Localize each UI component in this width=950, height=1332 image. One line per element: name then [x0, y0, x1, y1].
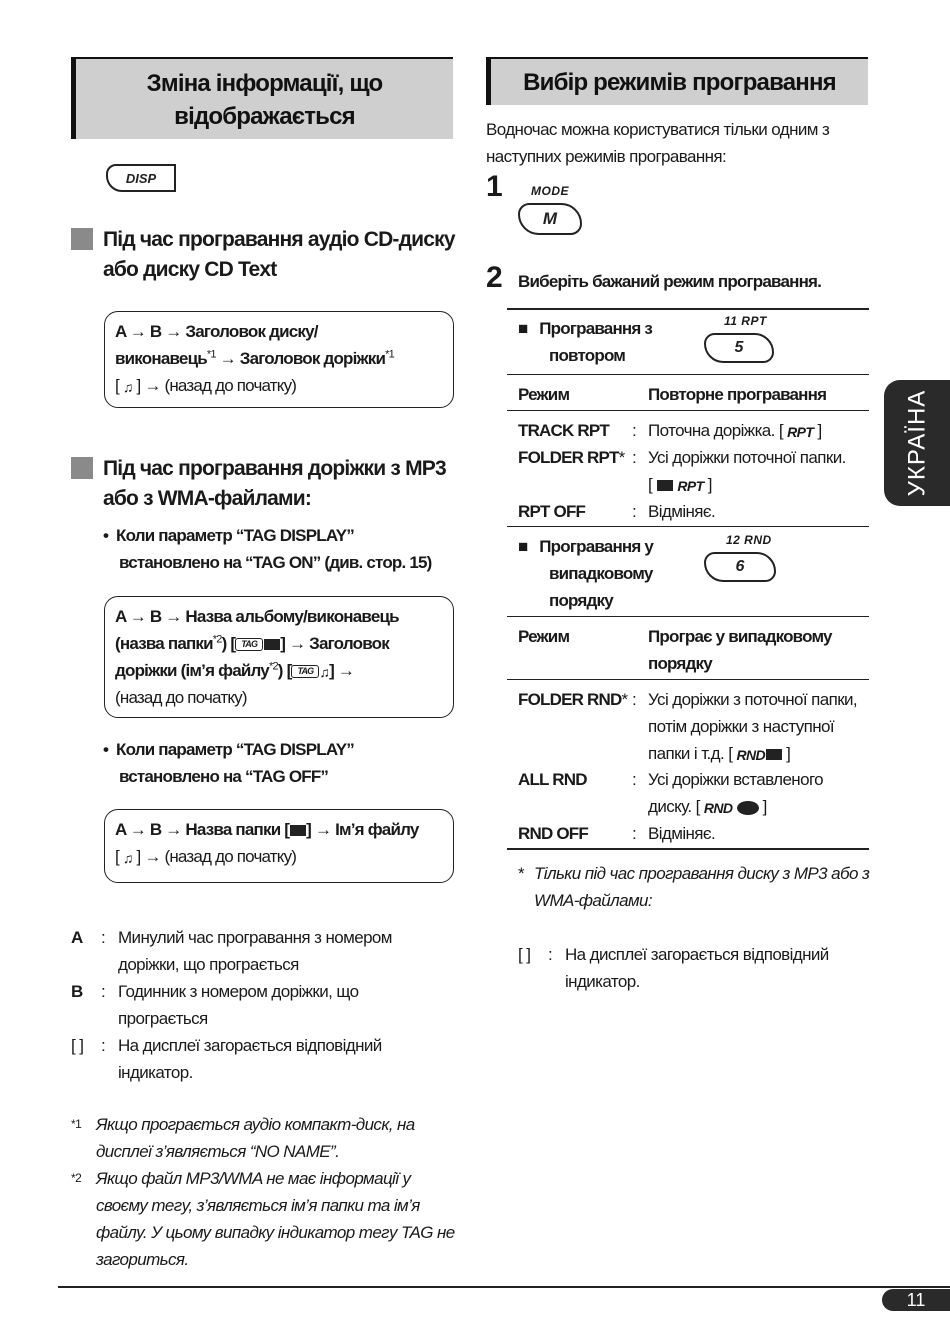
mp3-box1-line2b: ) [: [221, 634, 236, 653]
mode-button-text: M: [542, 209, 558, 228]
legend-a-line1: Минулий час програвання з номером: [118, 928, 392, 947]
left-header-line2: відображається: [174, 103, 355, 130]
folder-rnd-mode: [518, 686, 627, 713]
footnote2-line1: Якщо файл MP3/WMA не має інформації у: [96, 1169, 411, 1188]
rnd-indicator-icon: RND: [703, 799, 733, 816]
legend-item: [71, 1032, 451, 1086]
legend-c-line1: На дисплеї загорається відповідний: [118, 1036, 382, 1055]
mp3-box2-line2-text: ] → (назад до початку): [136, 847, 297, 866]
footnote2-line2: своєму тегу, з’являється ім’я папки та ім’я: [96, 1196, 420, 1215]
disc-icon: [737, 801, 759, 815]
legend: [71, 924, 451, 1086]
footnote-ref-1: *1: [206, 348, 216, 361]
tag-indicator-icon: TAG: [235, 638, 263, 651]
track-rpt-end: ]: [817, 421, 822, 440]
mp3-box1-line2: [115, 630, 443, 657]
right-legend-line2: індикатор.: [565, 972, 640, 991]
left-section-header: [71, 57, 453, 139]
legend-a-line2: доріжки, що програється: [118, 955, 299, 974]
mp3-tag-on-sequence-box: [104, 596, 454, 718]
left-header-line1: Зміна інформації, що: [146, 70, 383, 97]
mp3-box1-line3a: доріжки (ім’я файлу: [115, 661, 269, 680]
mp3-box2-line1a: A → B → Назва папки [: [115, 820, 290, 839]
track-rpt-desc: [648, 417, 822, 444]
rpt-indicator-icon: RPT: [787, 423, 814, 440]
row-sep: :: [632, 502, 637, 521]
folder-rnd-line3-text: папки і т.д. [: [648, 744, 733, 763]
random-title-line2: випадковому: [549, 564, 653, 583]
rpt-off-desc: Відміняє.: [648, 502, 716, 521]
folder-rnd-end: ]: [786, 744, 791, 763]
footnote-ref-2b: *2: [268, 660, 278, 673]
divider: [507, 848, 869, 850]
random-col-mode: Режим: [518, 627, 570, 646]
folder-rpt-desc: [648, 444, 846, 498]
cd-box-line2b: → Заголовок доріжки: [215, 349, 386, 368]
all-rnd-mode: ALL RND: [518, 770, 587, 789]
footnote2-line3: файлу. У цьому випадку індикатор тегу TAG не: [96, 1223, 455, 1242]
folder-icon: [766, 749, 782, 760]
mp3-note: [518, 860, 869, 914]
intro-line2: наступних режимів програвання:: [486, 147, 727, 166]
divider: [507, 616, 869, 617]
page-number: 11: [882, 1289, 950, 1311]
all-rnd-line2-text: диску. [: [648, 797, 700, 816]
mp3-box1-line3b: ) [: [277, 661, 292, 680]
divider: [507, 679, 869, 680]
bullet2-line1-text: Коли параметр “TAG DISPLAY”: [116, 740, 354, 759]
folder-icon: [657, 480, 673, 491]
footnote1-line1: Якщо програється аудіо компакт-диск, на: [96, 1115, 415, 1134]
rnd-button-text: 6: [735, 558, 745, 575]
rpt-button-text: 5: [734, 339, 744, 356]
cd-title-line1: Під час програвання аудіо CD-диску: [103, 228, 455, 251]
legend-desc: [565, 941, 829, 995]
repeat-title-line2: повтором: [549, 346, 626, 365]
step-2-text: Виберіть бажаний режим програвання.: [518, 272, 822, 291]
legend-desc: [118, 978, 358, 1032]
random-title: [518, 533, 653, 614]
step-1-number: 1: [486, 170, 503, 203]
folder-rnd-line3: [648, 740, 857, 767]
note-asterisk: *: [518, 864, 525, 883]
mp3-title-line1: Під час програвання доріжки з MP3: [103, 457, 446, 480]
mp3-box1-line1: A → B → Назва альбому/виконавець: [115, 607, 399, 626]
asterisk: *: [621, 690, 628, 709]
legend-b-line2: програється: [118, 1009, 208, 1028]
rnd-indicator-icon: RND: [736, 746, 765, 763]
row-sep: :: [632, 690, 637, 709]
footnote-ref-1b: *1: [385, 348, 394, 361]
bullet2-line2: встановлено на “TAG OFF”: [119, 767, 329, 786]
bullet-tag-on: [103, 522, 432, 576]
right-legend-line1: На дисплеї загорається відповідний: [565, 945, 829, 964]
mp3-box2-line1b: ] → Ім’я файлу: [306, 820, 419, 839]
mode-button[interactable]: [518, 203, 582, 235]
section-marker-icon: [71, 228, 93, 250]
right-header-text: Вибір режимів програвання: [523, 69, 836, 96]
legend-sep: :: [101, 1036, 106, 1055]
disp-button-label: DISP: [125, 170, 157, 186]
music-note-icon: ♫: [122, 849, 133, 866]
legend-desc: [118, 1032, 382, 1086]
footnote2-line4: загориться.: [96, 1250, 189, 1269]
footnote: [71, 1111, 461, 1165]
cd-title-line2: або диску CD Text: [103, 258, 277, 281]
mp3-title-line2: або з WMA-файлами:: [103, 487, 312, 510]
legend-desc: [118, 924, 392, 978]
random-title-line1: ■ Програвання у: [518, 537, 654, 556]
repeat-title: [518, 315, 652, 369]
legend-item: [71, 924, 451, 978]
rpt-button-5[interactable]: [704, 333, 774, 363]
all-rnd-end: ]: [762, 797, 767, 816]
bullet-tag-off: [103, 736, 354, 790]
row-sep: :: [632, 770, 637, 789]
footnote-text: [96, 1111, 415, 1165]
repeat-title-line1: ■ Програвання з: [518, 319, 653, 338]
divider: [507, 526, 869, 527]
repeat-col-mode: Режим: [518, 385, 570, 404]
footnote-mark: *2: [71, 1171, 82, 1185]
rnd-button-label: 12 RND: [726, 533, 772, 547]
rnd-off-desc: Відміняє.: [648, 824, 716, 843]
bullet1-line2: встановлено на “TAG ON” (див. стор. 15): [119, 553, 432, 572]
row-sep: :: [632, 824, 637, 843]
right-section-header: [486, 57, 868, 105]
mode-button-label: MODE: [531, 184, 569, 198]
note-line2: WMA-файлами:: [534, 891, 652, 910]
divider: [507, 410, 869, 411]
bullet1-line1: • Коли параметр “TAG DISPLAY”: [103, 526, 354, 545]
folder-rpt-mode-text: FOLDER RPT: [518, 448, 619, 467]
random-col-desc-line1: Програє у випадковому: [648, 627, 832, 646]
legend-b-line1: Годинник з номером доріжки, що: [118, 982, 359, 1001]
tag-indicator-icon: TAG: [291, 665, 319, 678]
repeat-col-desc: Повторне програвання: [648, 385, 827, 404]
music-note-icon: ♫: [319, 663, 330, 680]
legend-c-line2: індикатор.: [118, 1063, 193, 1082]
track-rpt-desc-text: Поточна доріжка. [: [648, 421, 784, 440]
folder-rpt-ind-line: [ RPT ]: [648, 475, 712, 494]
divider: [507, 374, 869, 375]
music-note-icon: ♫: [122, 378, 133, 395]
legend-key: [ ]: [71, 1036, 84, 1055]
mp3-box1-line3: [115, 657, 443, 684]
language-tab-label: УКРАЇНА: [903, 389, 930, 497]
legend-key: [ ]: [518, 945, 531, 964]
mp3-box2-line1: [115, 816, 443, 843]
folder-rnd-line2: потім доріжки з наступної: [648, 717, 835, 736]
rpt-indicator-icon: RPT: [677, 477, 704, 494]
intro-text: [486, 116, 829, 170]
all-rnd-line1: Усі доріжки вставленого: [648, 770, 824, 789]
mp3-box1-line4: (назад до початку): [115, 688, 247, 707]
folder-icon: [290, 825, 306, 836]
disp-button[interactable]: [106, 164, 176, 192]
mp3-box2-line2: [ ♫ ] → (назад до початку): [115, 847, 297, 866]
cd-section-title: [103, 225, 455, 285]
bullet1-line1-text: Коли параметр “TAG DISPLAY”: [116, 526, 354, 545]
mp3-tag-off-sequence-box: [104, 809, 454, 883]
bottom-rule: [58, 1286, 950, 1288]
mp3-box1-line3c: ] →: [329, 661, 355, 680]
cd-box-line3: [ ♫ ] → (назад до початку): [115, 376, 297, 395]
cd-display-sequence-box: [104, 311, 454, 408]
legend-sep: :: [101, 928, 106, 947]
divider: [507, 308, 869, 310]
random-col-desc-line2: порядку: [648, 654, 712, 673]
asterisk: *: [618, 448, 625, 467]
rpt-button-label: 11 RPT: [724, 314, 767, 328]
cd-box-line3-text: ] → (назад до початку): [136, 376, 297, 395]
track-rpt-mode: TRACK RPT: [518, 421, 610, 440]
folder-rpt-desc-text: Усі доріжки поточної папки.: [648, 448, 846, 467]
folder-rnd-desc: [648, 686, 857, 767]
repeat-title-line1-text: Програвання з: [539, 319, 653, 338]
section-marker-icon: [71, 457, 93, 479]
cd-box-line1: A → B → Заголовок диску/: [115, 322, 318, 341]
row-sep: :: [632, 421, 637, 440]
bullet2-line1: • Коли параметр “TAG DISPLAY”: [103, 740, 354, 759]
footnote-mark: *1: [71, 1117, 82, 1131]
footnote-ref-2: *2: [212, 633, 222, 646]
footnote-text: [96, 1165, 455, 1273]
note-text: [534, 860, 869, 914]
all-rnd-line2: [648, 793, 823, 820]
rpt-off-mode: RPT OFF: [518, 502, 586, 521]
legend-key: A: [71, 928, 83, 947]
mp3-box1-line2c: ] → Заголовок: [280, 634, 389, 653]
folder-rnd-line1: Усі доріжки з поточної папки,: [648, 690, 858, 709]
folder-rpt-end: ]: [707, 475, 712, 494]
note-line1: Тільки під час програвання диску з MP3 або з: [534, 864, 870, 883]
all-rnd-desc: [648, 766, 823, 820]
cd-box-line2: [115, 345, 443, 372]
random-col-desc: [648, 623, 832, 677]
legend-item: [71, 978, 451, 1032]
legend-sep: :: [548, 945, 553, 964]
footnotes: [71, 1111, 461, 1273]
mp3-box1-line2a: (назва папки: [115, 634, 213, 653]
folder-icon: [264, 639, 280, 650]
step-2-number: 2: [486, 261, 503, 294]
legend-sep: :: [101, 982, 106, 1001]
legend-key: B: [71, 982, 83, 1001]
right-legend: [518, 941, 829, 995]
rnd-off-mode: RND OFF: [518, 824, 588, 843]
row-sep: :: [632, 448, 637, 467]
folder-rpt-mode: [518, 444, 625, 471]
footnote: [71, 1165, 461, 1273]
folder-rnd-mode-text: FOLDER RND: [518, 690, 622, 709]
language-tab: [884, 380, 950, 506]
random-title-line1-text: Програвання у: [539, 537, 654, 556]
cd-box-line2a: виконавець: [115, 349, 207, 368]
intro-line1: Водночас можна користуватися тільки одним з: [486, 120, 830, 139]
random-title-line3: порядку: [549, 591, 613, 610]
rnd-button-6[interactable]: [704, 552, 776, 582]
footnote1-line2: дисплеї з’являється “NO NAME”.: [96, 1142, 340, 1161]
mp3-section-title: [103, 454, 446, 514]
